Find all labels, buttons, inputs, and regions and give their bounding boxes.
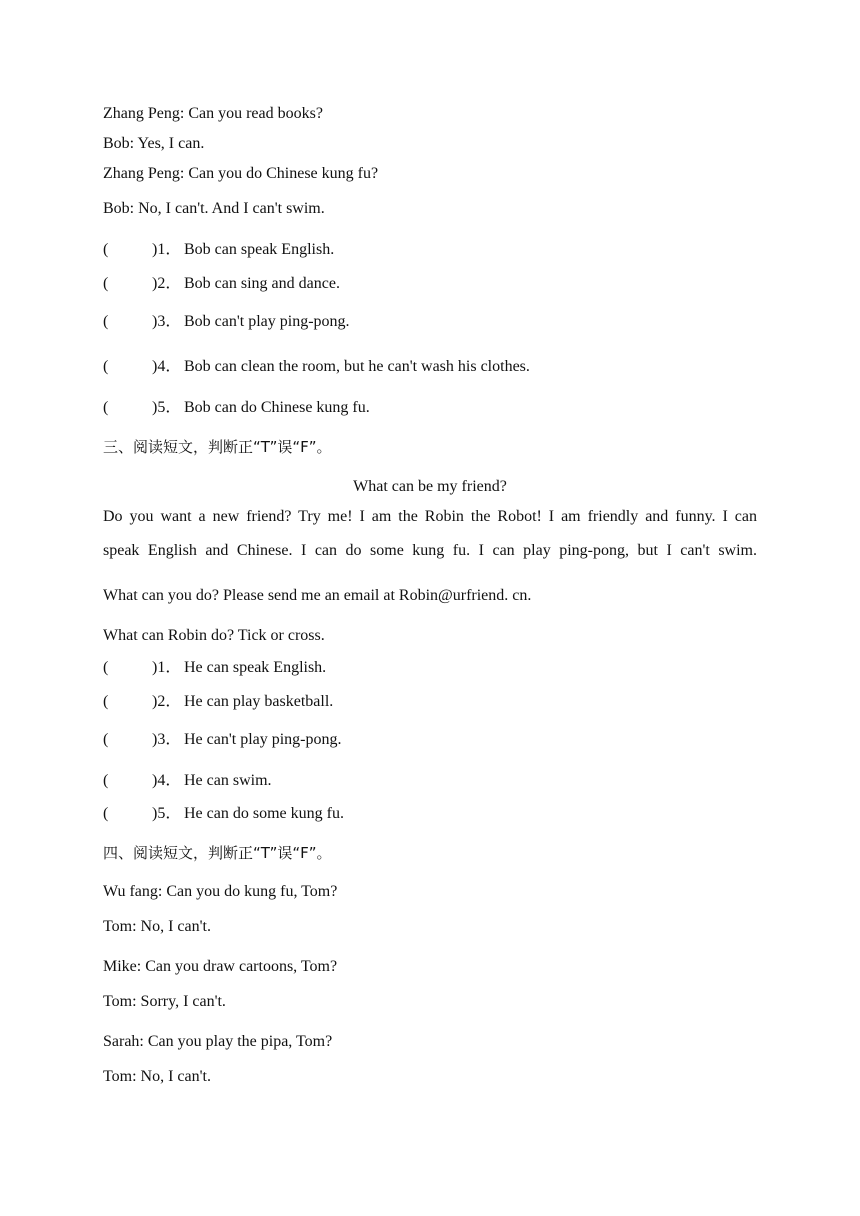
passage-line: speak English and Chinese. I can do some kung fu. I can play ping-pong, but I can't swim. — [103, 542, 757, 559]
question-text: Bob can do Chinese kung fu. — [184, 399, 370, 416]
question-item — [103, 692, 333, 712]
question-text: He can swim. — [184, 772, 272, 789]
dialogue-line: Tom: No, I can't. — [103, 1068, 211, 1085]
passage-title: What can be my friend? — [353, 478, 507, 495]
question-number: )3． — [152, 313, 182, 330]
question-text: Bob can sing and dance. — [184, 275, 340, 292]
question-text: Bob can't play ping-pong. — [184, 313, 350, 330]
question-text: Bob can speak English. — [184, 241, 335, 258]
question-text: He can speak English. — [184, 659, 327, 676]
answer-blank[interactable]: ( — [103, 731, 109, 748]
question-number: )1． — [152, 241, 182, 258]
question-item — [103, 730, 342, 750]
question-item — [103, 804, 344, 824]
dialogue-line: Wu fang: Can you do kung fu, Tom? — [103, 883, 338, 900]
question-text: Bob can clean the room, but he can't wash his clothes. — [184, 358, 530, 375]
question-item — [103, 274, 340, 294]
question-number: )5． — [152, 805, 182, 822]
passage-line: What can you do? Please send me an email at Robin@urfriend. cn. — [103, 587, 532, 604]
question-prompt: What can Robin do? Tick or cross. — [103, 627, 325, 644]
dialogue-line: Sarah: Can you play the pipa, Tom? — [103, 1033, 333, 1050]
answer-blank[interactable]: ( — [103, 772, 109, 789]
question-number: )5． — [152, 399, 182, 416]
answer-blank[interactable]: ( — [103, 241, 109, 258]
dialogue-line: Bob: No, I can't. And I can't swim. — [103, 200, 325, 217]
question-text: He can't play ping-pong. — [184, 731, 342, 748]
answer-blank[interactable]: ( — [103, 805, 109, 822]
question-item — [103, 357, 530, 377]
passage-line: Do you want a new friend? Try me! I am the Robin the Robot! I am friendly and funny. I can — [103, 508, 757, 525]
answer-blank[interactable]: ( — [103, 693, 109, 710]
dialogue-line: Bob: Yes, I can. — [103, 135, 205, 152]
question-item — [103, 398, 370, 418]
answer-blank[interactable]: ( — [103, 399, 109, 416]
answer-blank[interactable]: ( — [103, 313, 109, 330]
question-text: He can play basketball. — [184, 693, 334, 710]
question-number: )3． — [152, 731, 182, 748]
question-item — [103, 771, 272, 791]
dialogue-line: Tom: Sorry, I can't. — [103, 993, 226, 1010]
answer-blank[interactable]: ( — [103, 659, 109, 676]
dialogue-line: Tom: No, I can't. — [103, 918, 211, 935]
answer-blank[interactable]: ( — [103, 358, 109, 375]
question-item — [103, 240, 334, 260]
section-heading: 四、阅读短文，判断正“T”误“F”。 — [103, 844, 332, 862]
question-number: )4． — [152, 772, 182, 789]
dialogue-line: Zhang Peng: Can you read books? — [103, 105, 323, 122]
question-text: He can do some kung fu. — [184, 805, 344, 822]
question-number: )2． — [152, 693, 182, 710]
question-number: )1． — [152, 659, 182, 676]
question-item — [103, 312, 350, 332]
answer-blank[interactable]: ( — [103, 275, 109, 292]
dialogue-line: Mike: Can you draw cartoons, Tom? — [103, 958, 338, 975]
question-number: )2． — [152, 275, 182, 292]
question-number: )4． — [152, 358, 182, 375]
dialogue-line: Zhang Peng: Can you do Chinese kung fu? — [103, 165, 379, 182]
question-item — [103, 658, 326, 678]
section-heading: 三、阅读短文，判断正“T”误“F”。 — [103, 438, 332, 456]
